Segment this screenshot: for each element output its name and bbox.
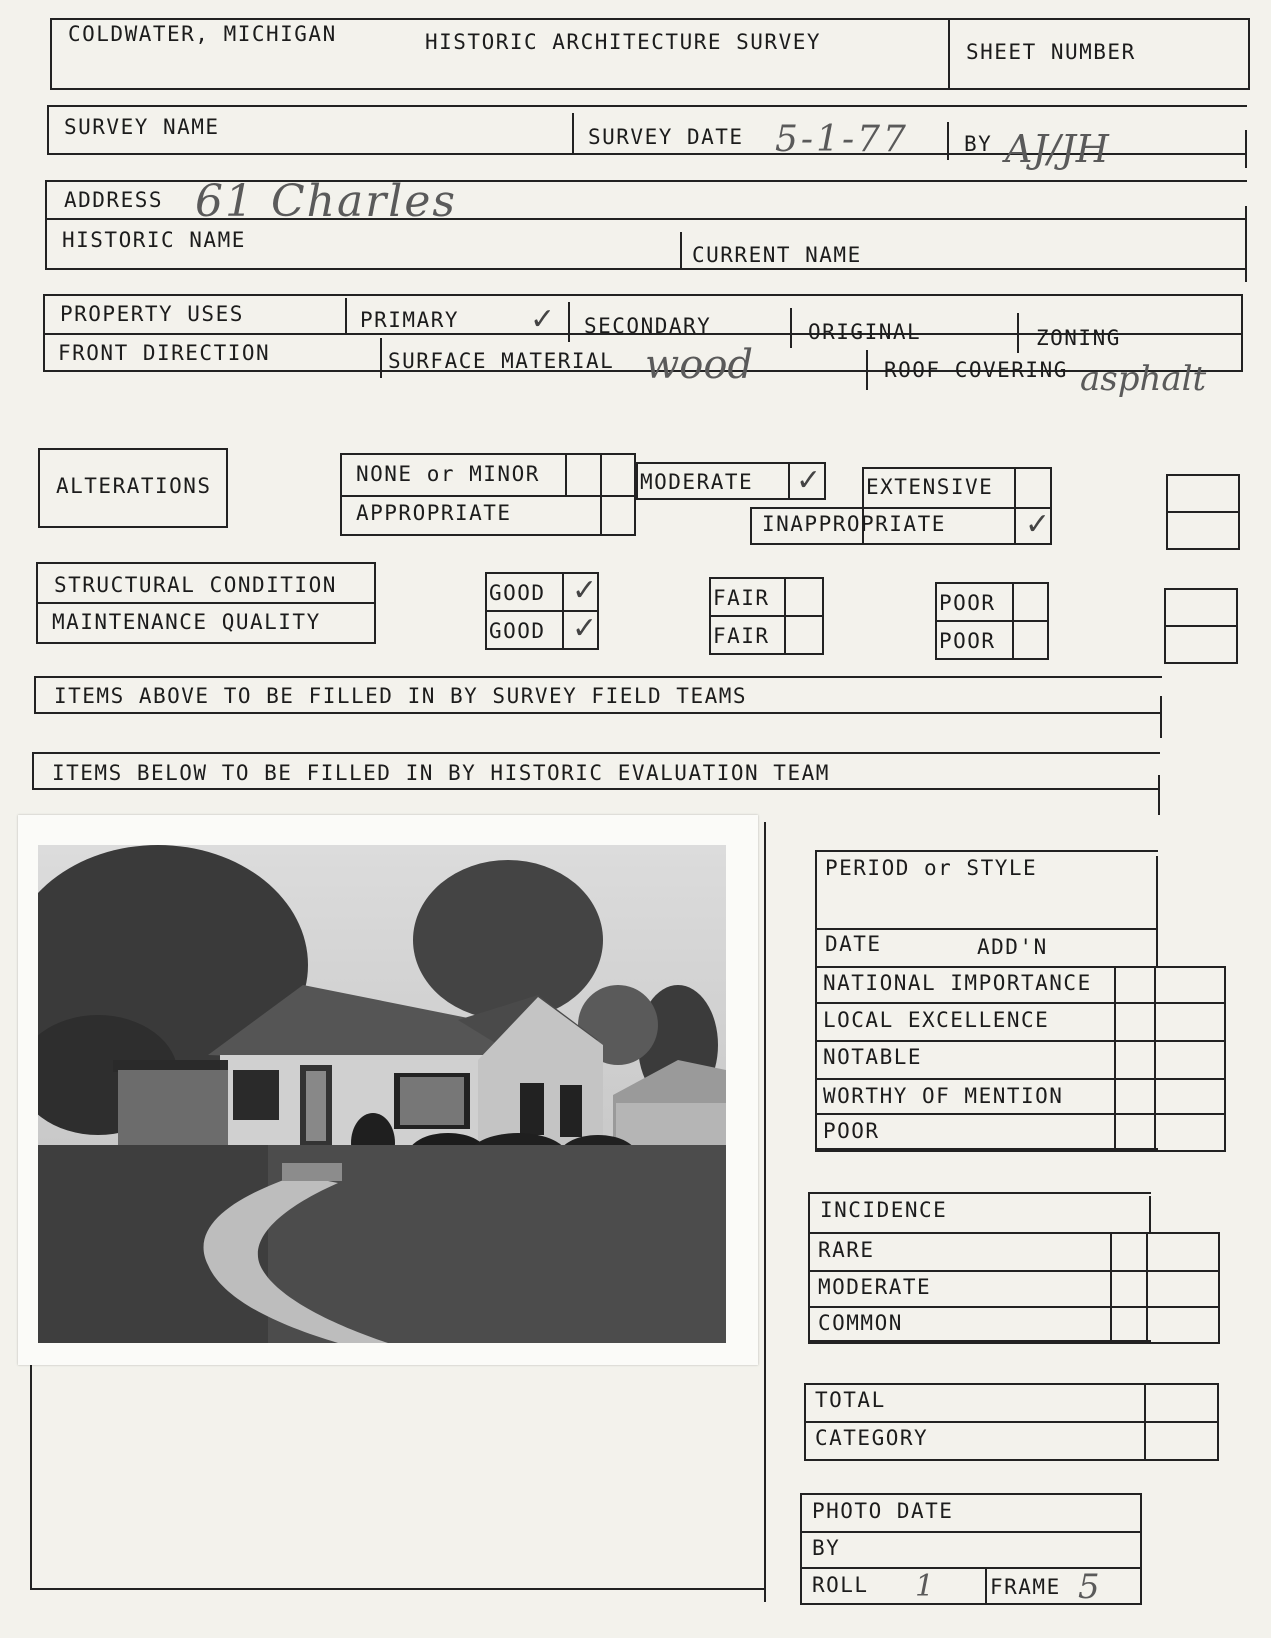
- roll-label: ROLL: [812, 1573, 869, 1597]
- extensive-label: EXTENSIVE: [866, 475, 994, 499]
- address-value: 61 Charles: [195, 176, 457, 227]
- lower-mid-rule: [764, 822, 766, 1602]
- property-uses-label: PROPERTY USES: [60, 302, 244, 326]
- roof-covering-label: ROOF COVERING: [884, 358, 1068, 382]
- lower-bottom-rule: [30, 1588, 764, 1590]
- good-label-structural: GOOD: [489, 581, 546, 605]
- incidence-common: COMMON: [818, 1311, 903, 1335]
- moderate-label: MODERATE: [640, 470, 754, 494]
- original-label: ORIGINAL: [808, 320, 922, 344]
- poor-label-maintenance: POOR: [939, 629, 996, 653]
- maintenance-quality-label: MAINTENANCE QUALITY: [52, 610, 321, 634]
- good-label-maintenance: GOOD: [489, 619, 546, 643]
- survey-date-label: SURVEY DATE: [588, 125, 744, 149]
- surface-material-label: SURFACE MATERIAL: [388, 349, 615, 373]
- city-label: COLDWATER, MICHIGAN: [68, 22, 337, 46]
- survey-by-label: BY: [964, 132, 993, 156]
- inappropriate-label: INAPPROPRIATE: [762, 512, 946, 536]
- address-label: ADDRESS: [64, 188, 164, 212]
- frame-label: FRAME: [990, 1575, 1061, 1599]
- surface-material-value: wood: [645, 342, 754, 388]
- current-name-divider: [680, 232, 682, 270]
- house-photo: [38, 845, 726, 1343]
- incidence-rare: RARE: [818, 1238, 875, 1262]
- survey-divider-1: [572, 113, 574, 155]
- moderate-check: ✓: [796, 463, 822, 498]
- total-label: TOTAL: [815, 1388, 886, 1412]
- frame-value: 5: [1078, 1567, 1100, 1607]
- survey-by-value: AJ/JH: [1005, 127, 1109, 171]
- secondary-label: SECONDARY: [584, 314, 712, 338]
- notes-below-text: ITEMS BELOW TO BE FILLED IN BY HISTORIC EVALUATION TEAM: [52, 761, 830, 785]
- period-style-label: PERIOD or STYLE: [825, 856, 1038, 880]
- survey-date-value: 5-1-77: [775, 119, 909, 160]
- inappropriate-check: ✓: [1025, 507, 1051, 542]
- primary-label: PRIMARY: [360, 308, 460, 332]
- front-direction-label: FRONT DIRECTION: [58, 341, 271, 365]
- eval-local: LOCAL EXCELLENCE: [823, 1008, 1050, 1032]
- current-name-label: CURRENT NAME: [692, 243, 862, 267]
- house-photo-image: [38, 845, 726, 1343]
- form-title: HISTORIC ARCHITECTURE SURVEY: [425, 30, 822, 54]
- incidence-label: INCIDENCE: [820, 1198, 948, 1222]
- maintenance-good-check: ✓: [572, 611, 598, 646]
- photo-by-label: BY: [812, 1536, 841, 1560]
- date-label: DATE: [825, 932, 882, 956]
- sheet-number-label: SHEET NUMBER: [966, 40, 1136, 64]
- photo-date-label: PHOTO DATE: [812, 1499, 954, 1523]
- eval-worthy: WORTHY OF MENTION: [823, 1084, 1064, 1108]
- roof-covering-value: asphalt: [1080, 359, 1207, 399]
- survey-name-label: SURVEY NAME: [64, 115, 220, 139]
- eval-notable: NOTABLE: [823, 1045, 923, 1069]
- structural-good-check: ✓: [572, 573, 598, 608]
- notes-above-text: ITEMS ABOVE TO BE FILLED IN BY SURVEY FIELD TEAMS: [54, 684, 748, 708]
- survey-divider-2: [947, 122, 949, 160]
- addn-label: ADD'N: [977, 935, 1048, 959]
- category-label: CATEGORY: [815, 1426, 929, 1450]
- header-divider: [948, 18, 950, 90]
- structural-condition-label: STRUCTURAL CONDITION: [54, 573, 337, 597]
- eval-national: NATIONAL IMPORTANCE: [823, 971, 1092, 995]
- roll-value: 1: [915, 1569, 935, 1604]
- zoning-label: ZONING: [1036, 326, 1121, 350]
- incidence-moderate: MODERATE: [818, 1275, 932, 1299]
- historic-name-label: HISTORIC NAME: [62, 228, 246, 252]
- alterations-label: ALTERATIONS: [56, 474, 212, 498]
- fair-label-maintenance: FAIR: [713, 624, 770, 648]
- poor-label-structural: POOR: [939, 591, 996, 615]
- fair-label-structural: FAIR: [713, 586, 770, 610]
- eval-poor: POOR: [823, 1119, 880, 1143]
- appropriate-label: APPROPRIATE: [356, 501, 512, 525]
- primary-check: ✓: [530, 302, 556, 337]
- none-minor-label: NONE or MINOR: [356, 462, 540, 486]
